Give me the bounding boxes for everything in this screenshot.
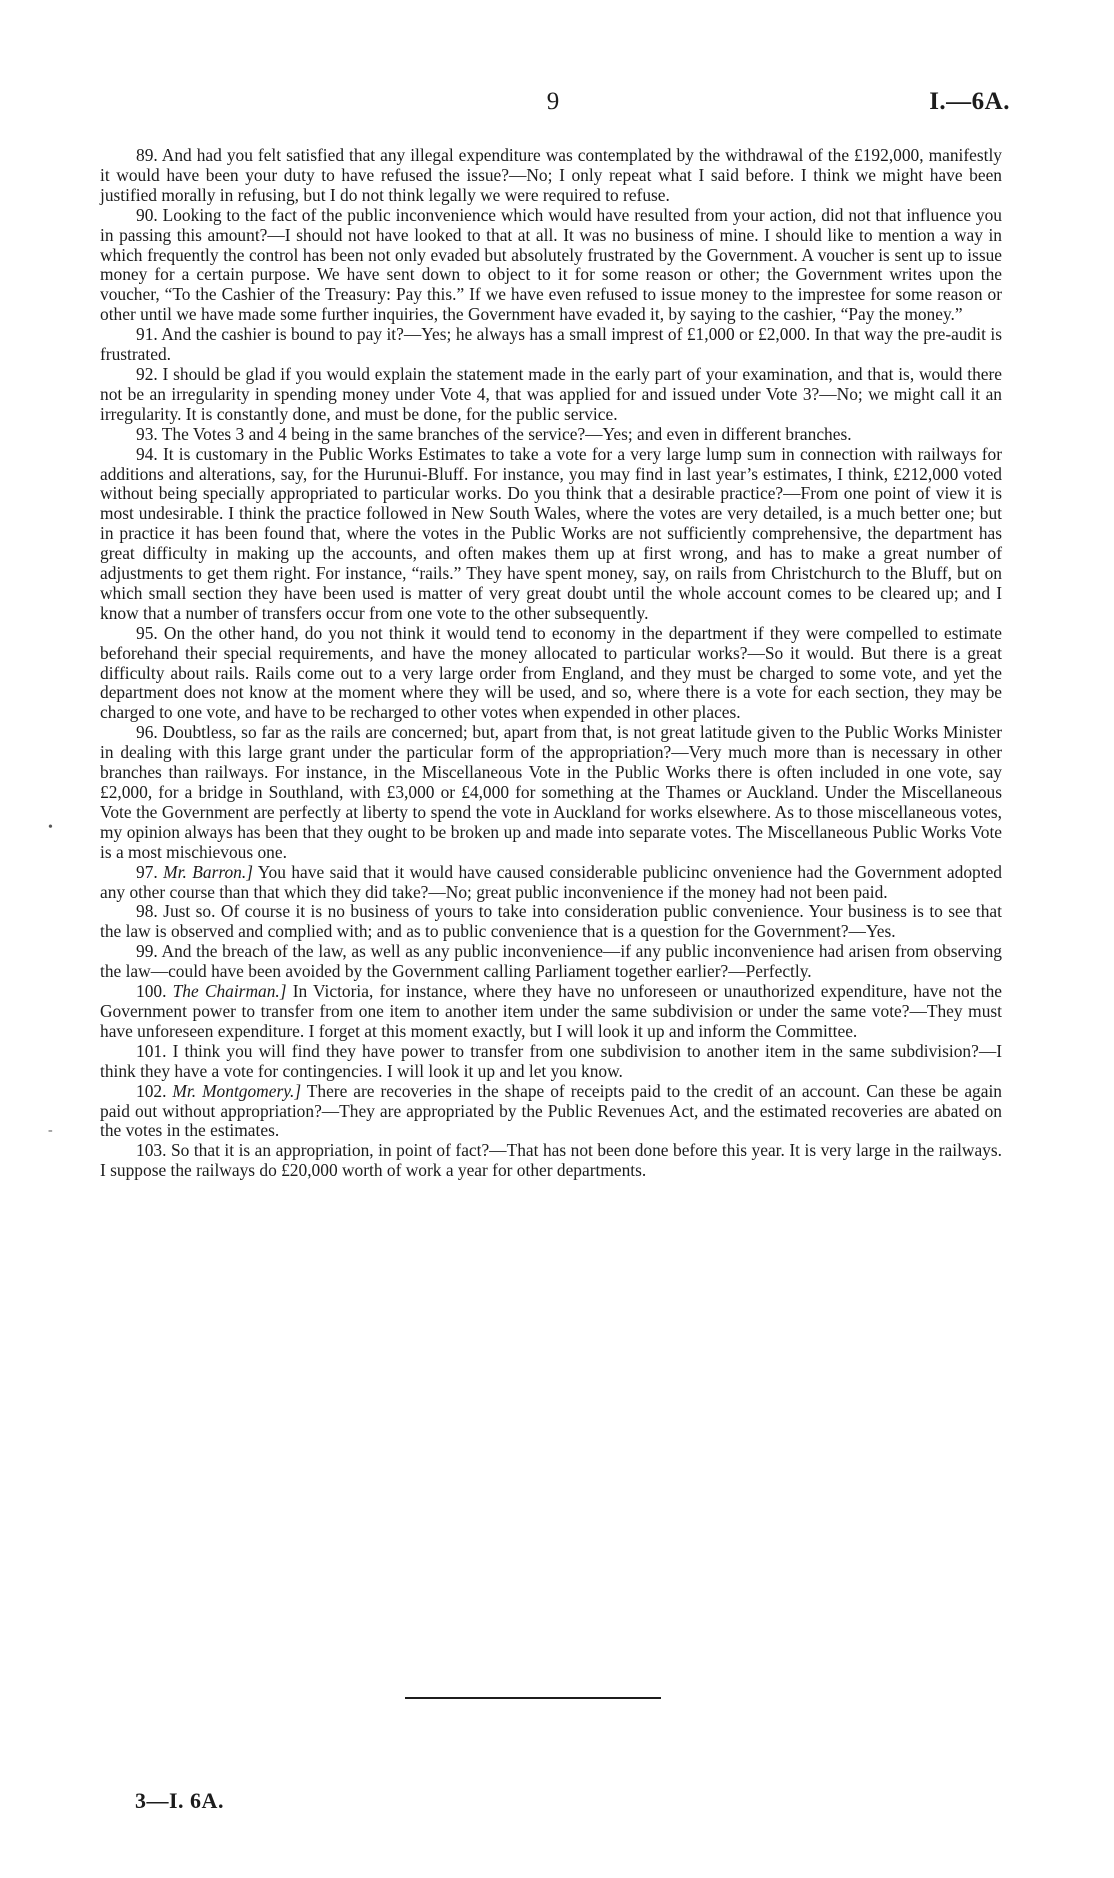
question-text: There are recoveries in the shape of receipts paid to the credit of an account. Can these be again paid out without appropriation?—They are appropriated by the Public Revenues Act, and the estimated recoveries are abated on the votes in the estimates.: [100, 1080, 1002, 1141]
question-number: 100.: [136, 981, 167, 1002]
question-number: 94.: [136, 443, 158, 464]
question-paragraph: [100, 863, 1002, 903]
question-paragraph: [100, 723, 1002, 862]
question-text: Doubtless, so far as the rails are concerned; but, apart from that, is not great latitude given to the Public Works Minister in dealing with this large grant under the particular form of the appropriation?—Very much more than is necessary in other branches than railways. For instance, in the Miscellaneous Vote in the Public Works there is often included in one vote, say £2,000, for a bridge in Southland, with £3,000 or £4,000 for something at the Thames or Auckland. Under the Miscellaneous Vote the Government are perfectly at liberty to spend the vote in Auckland for works elsewhere. As to those miscellaneous votes, my opinion always has been that they ought to be broken up and made into separate votes. The Miscellaneous Public Works Vote is a most mischievous one.: [100, 722, 1002, 862]
margin-mark: •: [48, 820, 53, 835]
question-paragraph: [100, 325, 1002, 365]
question-number: 101.: [136, 1040, 167, 1061]
question-text: In Victoria, for instance, where they have no unforeseen or unauthorized expenditure, have not the Government power to transfer from one item to another item under the same subdivision or under the same vote?—They must have unforeseen expenditure. I forget at this moment exactly, but I will look it up and inform the Committee.: [100, 981, 1002, 1041]
question-text: So that it is an appropriation, in point of fact?—That has not been done before this year. It is very large in the railways. I suppose the railways do £20,000 worth of work a year for other departments.: [100, 1140, 1002, 1181]
question-paragraph: [100, 1082, 1002, 1142]
question-paragraph: [100, 1141, 1002, 1181]
speaker-label: Mr. Montgomery.]: [172, 1080, 302, 1101]
speaker-label: The Chairman.]: [172, 981, 287, 1002]
signature-reference: 3—I. 6A.: [135, 1788, 224, 1813]
question-paragraph: [100, 365, 1002, 425]
question-text: You have said that it would have caused considerable publicinc onvenience had the Government adopted any other course than that which they did take?—No; great public inconvenience if the money had not been paid.: [100, 861, 1002, 902]
question-number: 92.: [136, 363, 158, 384]
question-number: 96.: [136, 722, 158, 743]
question-text: Looking to the fact of the public inconvenience which would have resulted from your action, did not that influence you in passing this amount?—I should not have looked to that at all. It was no business of mine. I should like to mention a way in which frequently the control has been not only evaded but absolutely frustrated by the Government. A voucher is sent up to issue money for a certain purpose. We have sent down to object to it for some reason or other; the Government writes upon the voucher, “To the Cashier of the Treasury: Pay this.” If we have even refused to issue money to the imprestee for some reason or other until we have made some further inquiries, the Government have evaded it, by saying to the cashier, “Pay the money.”: [100, 204, 1002, 325]
closing-rule: [405, 1697, 661, 1699]
question-number: 98.: [136, 901, 158, 922]
question-number: 89.: [136, 145, 158, 165]
margin-mark: ‐: [48, 1123, 53, 1138]
page-header: [96, 88, 1010, 122]
question-number: 99.: [136, 941, 158, 962]
question-number: 91.: [136, 324, 158, 345]
question-text: And the breach of the law, as well as any public inconvenience—if any public inconvenience had arisen from observing the law—could have been avoided by the Government calling Parliament together earlier?—Perfectly.: [100, 941, 1002, 982]
question-paragraph: [100, 1042, 1002, 1082]
question-number: 90.: [136, 204, 158, 225]
question-number: 102.: [136, 1080, 167, 1101]
question-paragraph: [100, 902, 1002, 942]
question-paragraph: [100, 206, 1002, 325]
question-text: And had you felt satisfied that any illegal expenditure was contemplated by the withdrawal of the £192,000, manifestly it would have been your duty to have refused the issue?—No; I only repeat what I said before. I think we might have been justified morally in refusing, but I do not think legally we were required to refuse.: [100, 145, 1003, 205]
question-number: 93.: [136, 423, 158, 444]
question-text: The Votes 3 and 4 being in the same branches of the service?—Yes; and even in different branches.: [161, 423, 852, 444]
question-paragraph: [100, 445, 1002, 624]
question-text: And the cashier is bound to pay it?—Yes; he always has a small imprest of £1,000 or £2,000. In that way the pre-audit is frustrated.: [100, 324, 1002, 365]
speaker-label: Mr. Barron.]: [163, 861, 253, 882]
question-paragraph: [100, 942, 1002, 982]
question-text: I think you will find they have power to transfer from one subdivision to another item in the same subdivision?—I think they have a vote for contingencies. I will look it up and let you know.: [100, 1040, 1002, 1081]
question-paragraph: [100, 425, 1002, 445]
question-number: 95.: [136, 622, 158, 643]
question-text: Just so. Of course it is no business of yours to take into consideration public convenience. Your business is to see that the law is observed and complied with; and as to public convenience that is a question for the Government?—Yes.: [100, 901, 1002, 942]
question-number: 97.: [136, 861, 158, 882]
question-number: 103.: [136, 1140, 167, 1161]
page-number: 9: [546, 88, 560, 115]
question-paragraph: [100, 624, 1002, 724]
document-reference: I.—6A.: [929, 88, 1010, 115]
question-paragraph: [100, 982, 1002, 1042]
question-text: It is customary in the Public Works Estimates to take a vote for a very large lump sum in connection with railways for additions and alterations, say, for the Hurunui-Bluff. For instance, you may find in last year’s estimates, I think, £212,000 voted without being specially appropriated to particular works. Do you think that a desirable practice?—From one point of view it is most undesirable. I think the practice followed in New South Wales, where the votes are very detailed, is a much better one; but in practice it has been found that, where the votes in the Public Works are not sufficiently comprehensive, the department has great difficulty in making up the accounts, and often makes them up at first wrong, and has to make a great number of adjustments to get them right. For instance, “rails.” They have spent money, say, on rails from Christchurch to the Bluff, but on which small section they have been used is matter of very great doubt until the whole account comes to be cleared up; and I know that a number of transfers occur from one vote to the other subsequently.: [100, 443, 1002, 623]
question-text: On the other hand, do you not think it would tend to economy in the department if they were compelled to estimate beforehand their special requirements, and have the money allocated to particular works?—So it would. But there is a great difficulty about rails. Rails come out to a very large order from England, and they must be charged to some vote, and yet the department does not know at the moment where they will be used, and so, where there is a vote for each section, they may be charged to one vote, and have to be recharged to other votes when expended in other places.: [100, 622, 1002, 723]
question-paragraph: [100, 146, 1002, 206]
evidence-text: [100, 146, 1002, 1181]
question-text: I should be glad if you would explain the statement made in the early part of your examination, and that is, would there not be an irregularity in spending money under Vote 4, that was applied for and issued under Vote 3?—No; we might call it an irregularity. It is constantly done, and must be done, for the public service.: [100, 363, 1002, 424]
